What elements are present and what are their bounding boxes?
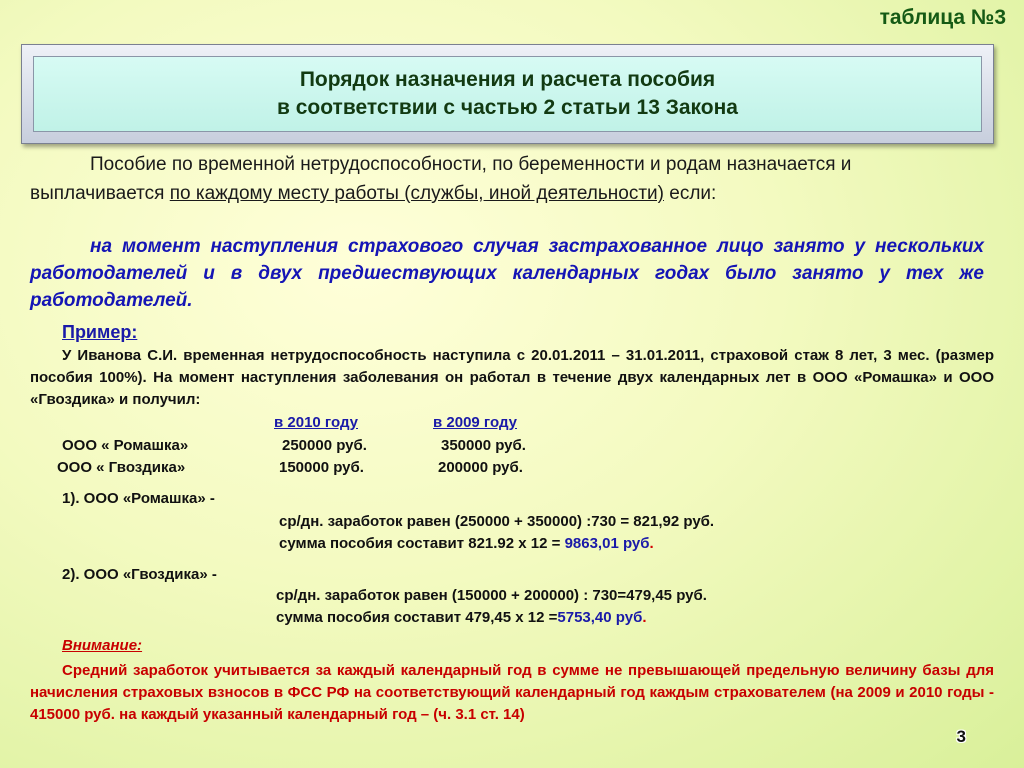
calc1-line2-prefix: сумма пособия составит 821.92 х 12 = <box>279 535 565 552</box>
column-header-2010: в 2010 году <box>274 414 358 431</box>
attention-text: Средний заработок учитывается за каждый календарный год в сумме не превышающей предельную величину базы для начисления страховых взносов в ФСС РФ на соответствующий календарный год каждым страхователем (на 2009 и 2010 годы - 415000 руб. на каждый указанный календарный год – (ч. 3.1 ст. 14) <box>30 662 994 723</box>
calc2-result: 5753,40 руб <box>557 609 643 626</box>
example-title: Пример: <box>62 322 138 342</box>
calc2-line2-prefix: сумма пособия составит 479,45 х 12 = <box>276 609 558 626</box>
attention-paragraph <box>30 660 994 726</box>
column-header-2009: в 2009 году <box>433 414 517 431</box>
calc2-line2 <box>276 609 647 626</box>
row-gvozdika-2009: 200000 руб. <box>438 459 523 476</box>
title-line-1: Порядок назначения и расчета пособия <box>299 68 716 91</box>
example-paragraph <box>30 345 994 411</box>
table-number-label: таблица №3 <box>879 6 1006 29</box>
intro-tail: если: <box>663 183 717 204</box>
page-number: 3 <box>956 727 966 746</box>
intro-underlined-text: по каждому месту работы (службы, иной деятельности) <box>169 183 664 204</box>
calc1-dot: . <box>649 535 654 552</box>
title-banner <box>21 44 994 144</box>
calc1-result: 9863,01 руб <box>564 535 650 552</box>
calc2-line1: ср/дн. заработок равен (150000 + 200000) : 730=479,45 руб. <box>276 587 707 604</box>
attention-title: Внимание: <box>62 637 143 654</box>
calc1-line2 <box>279 535 654 552</box>
calc2-dot: . <box>642 609 647 626</box>
row-romashka-name: ООО « Ромашка» <box>62 437 189 454</box>
row-gvozdika-2010: 150000 руб. <box>279 459 364 476</box>
calc2-label: 2). ООО «Гвоздика» - <box>62 566 217 583</box>
title-line-2: в соответствии с частью 2 статьи 13 Закона <box>277 96 738 119</box>
condition-paragraph <box>30 233 984 314</box>
row-gvozdika-name: ООО « Гвоздика» <box>57 459 186 476</box>
condition-text: на момент наступления страхового случая застрахованное лицо занято у нескольких работодателей и в двух предшествующих календарных годах было занято у тех же работодателей. <box>30 236 984 311</box>
intro-text: Пособие по временной нетрудоспособности, по беременности и родам назначается и выплачивается <box>30 154 852 204</box>
title-banner-inner <box>33 56 982 132</box>
calc1-line1: ср/дн. заработок равен (250000 + 350000) :730 = 821,92 руб. <box>279 513 715 530</box>
intro-paragraph <box>30 150 990 208</box>
row-romashka-2009: 350000 руб. <box>441 437 526 454</box>
example-text: У Иванова С.И. временная нетрудоспособность наступила с 20.01.2011 – 31.01.2011, страховой стаж 8 лет, 3 мес. (размер пособия 100%). На момент наступления заболевания он работал в течение двух календарных лет в ООО «Ромашка» и ООО «Гвоздика» и получил: <box>30 347 994 408</box>
row-romashka-2010: 250000 руб. <box>282 437 367 454</box>
calc1-label: 1). ООО «Ромашка» - <box>62 490 215 507</box>
